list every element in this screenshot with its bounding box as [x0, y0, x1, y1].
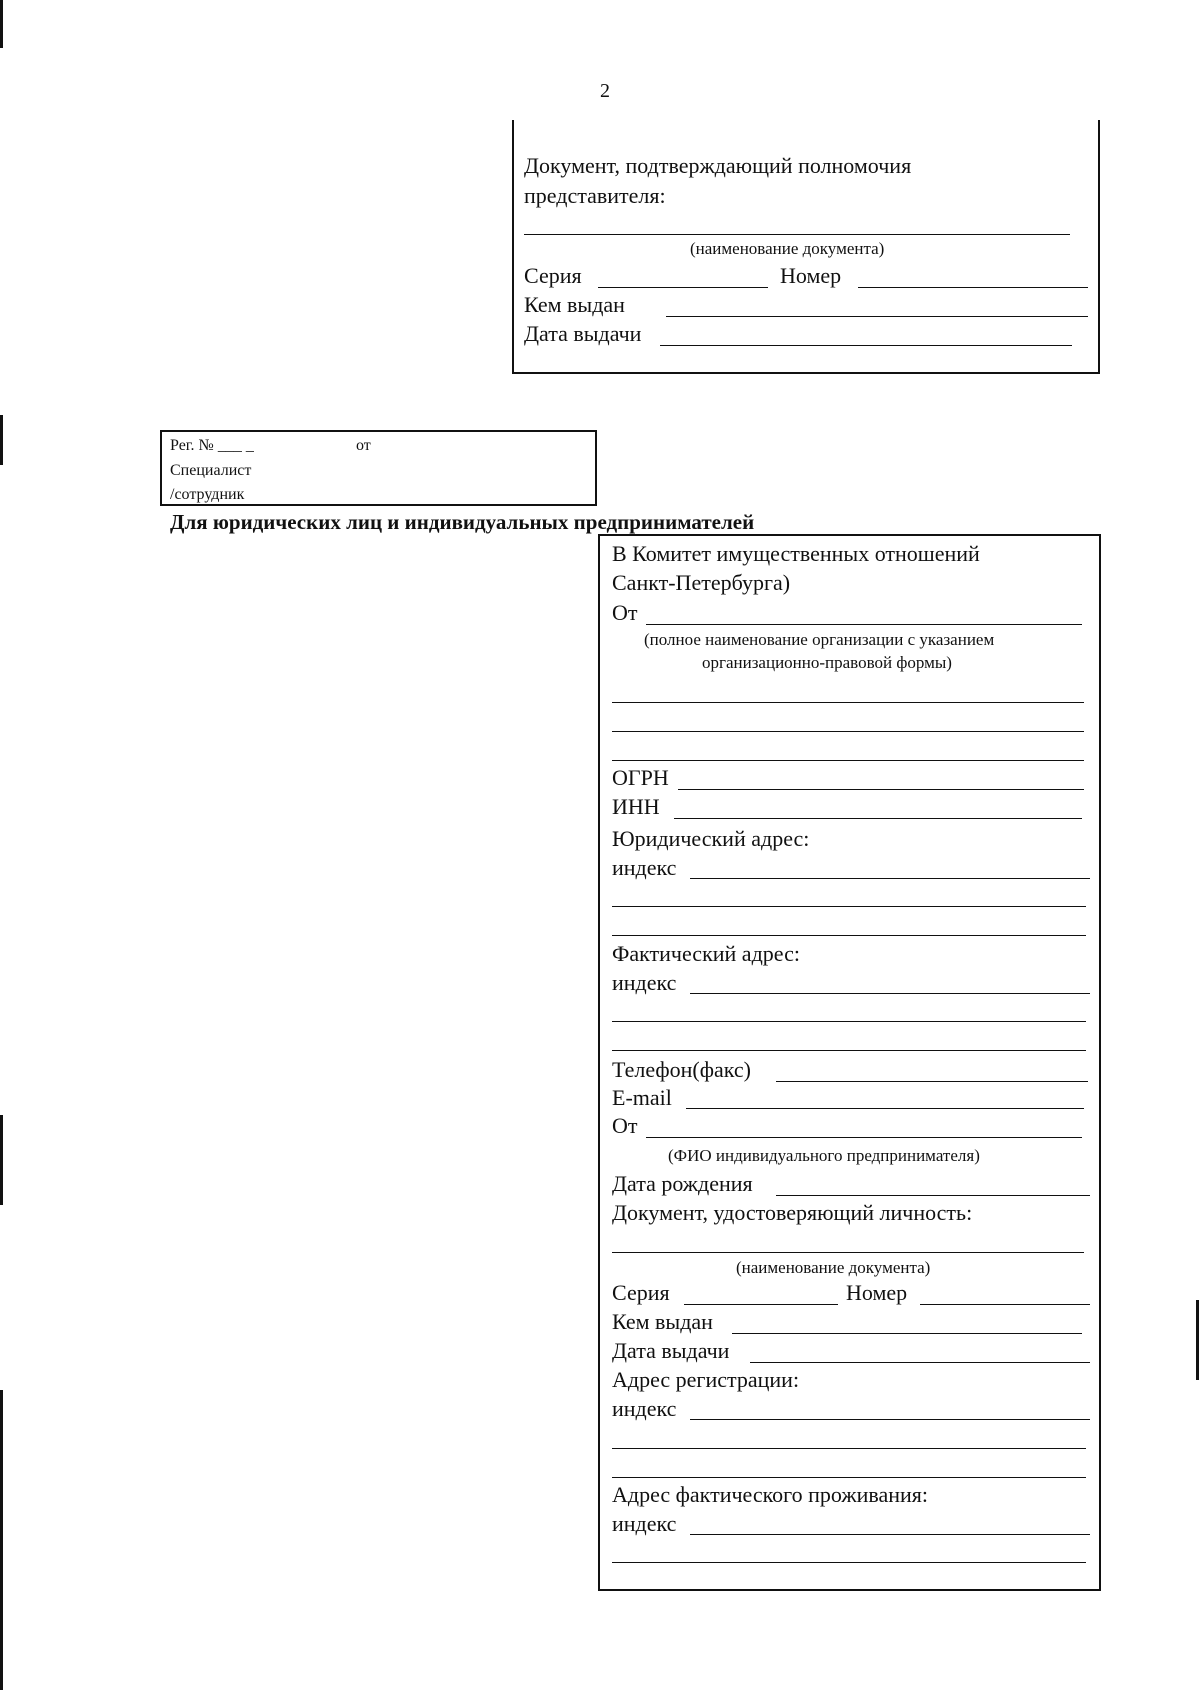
- email-field[interactable]: [686, 1108, 1084, 1109]
- phone-field[interactable]: [776, 1081, 1088, 1082]
- actual-address-field-1[interactable]: [612, 1021, 1086, 1022]
- identity-number-field[interactable]: [920, 1304, 1090, 1305]
- inn-label: ИНН: [612, 794, 660, 819]
- entrepreneur-caption: (ФИО индивидуального предпринимателя): [668, 1146, 980, 1165]
- identity-series-field[interactable]: [684, 1304, 838, 1305]
- page-number: 2: [600, 80, 610, 102]
- residence-address-field-1[interactable]: [612, 1562, 1086, 1563]
- registration-index-label: индекс: [612, 1396, 677, 1421]
- org-name-field-4[interactable]: [612, 760, 1084, 761]
- representative-heading-line2: представителя:: [524, 183, 666, 208]
- number-field[interactable]: [858, 287, 1088, 288]
- birth-date-field[interactable]: [776, 1195, 1090, 1196]
- identity-doc-label: Документ, удостоверяющий личность:: [612, 1200, 973, 1225]
- registration-address-field-1[interactable]: [612, 1448, 1086, 1449]
- registration-address-field-2[interactable]: [612, 1477, 1086, 1478]
- ogrn-label: ОГРН: [612, 765, 669, 790]
- legal-address-field-2[interactable]: [612, 935, 1086, 936]
- recipient-line1: В Комитет имущественных отношений: [612, 541, 980, 566]
- actual-address-field-2[interactable]: [612, 1050, 1086, 1051]
- legal-address-field-1[interactable]: [612, 906, 1086, 907]
- birth-date-label: Дата рождения: [612, 1171, 753, 1196]
- employee-label: /сотрудник: [170, 486, 245, 503]
- section-heading: Для юридических лиц и индивидуальных предпринимателей: [170, 510, 755, 534]
- scan-edge-mark: [1196, 1300, 1199, 1380]
- scan-edge-mark: [0, 0, 3, 48]
- recipient-line2: Санкт-Петербурга): [612, 570, 791, 595]
- actual-index-label: индекс: [612, 970, 677, 995]
- identity-doc-name-field[interactable]: [612, 1252, 1084, 1253]
- identity-issue-date-label: Дата выдачи: [612, 1338, 730, 1363]
- residence-address-label: Адрес фактического проживания:: [612, 1482, 928, 1507]
- series-label: Серия: [524, 263, 582, 288]
- doc-name-field[interactable]: [524, 234, 1070, 235]
- entrepreneur-name-field[interactable]: [646, 1137, 1082, 1138]
- reg-number-label: Рег. № ___ _: [170, 437, 254, 454]
- scan-edge-mark: [0, 1390, 3, 1690]
- phone-label: Телефон(факс): [612, 1057, 751, 1082]
- legal-index-field[interactable]: [690, 878, 1090, 879]
- org-caption-line1: (полное наименование организации с указанием: [644, 630, 995, 649]
- scan-edge-mark: [0, 1115, 3, 1205]
- org-name-field-3[interactable]: [612, 731, 1084, 732]
- registration-index-field[interactable]: [690, 1419, 1090, 1420]
- ogrn-field[interactable]: [678, 789, 1084, 790]
- residence-index-label: индекс: [612, 1511, 677, 1536]
- registration-address-label: Адрес регистрации:: [612, 1367, 800, 1392]
- scan-edge-mark: [0, 415, 3, 465]
- from-label-2: От: [612, 1113, 638, 1138]
- org-caption-line2: организационно-правовой формы): [702, 653, 952, 672]
- identity-number-label: Номер: [846, 1280, 908, 1305]
- identity-issue-date-field[interactable]: [750, 1362, 1090, 1363]
- identity-issued-by-field[interactable]: [732, 1333, 1082, 1334]
- legal-index-label: индекс: [612, 855, 677, 880]
- org-name-field-2[interactable]: [612, 702, 1084, 703]
- email-label: E-mail: [612, 1085, 672, 1110]
- issued-by-field[interactable]: [666, 316, 1088, 317]
- inn-field[interactable]: [674, 818, 1082, 819]
- reg-from-label: от: [356, 437, 371, 454]
- actual-index-field[interactable]: [690, 993, 1090, 994]
- identity-doc-caption: (наименование документа): [736, 1258, 931, 1277]
- issue-date-label: Дата выдачи: [524, 321, 642, 346]
- issued-by-label: Кем выдан: [524, 292, 625, 317]
- actual-address-label: Фактический адрес:: [612, 941, 800, 966]
- residence-index-field[interactable]: [690, 1534, 1090, 1535]
- identity-issued-by-label: Кем выдан: [612, 1309, 713, 1334]
- number-label: Номер: [780, 263, 842, 288]
- from-label: От: [612, 600, 638, 625]
- org-name-field[interactable]: [646, 624, 1082, 625]
- specialist-label: Специалист: [170, 462, 252, 479]
- series-field[interactable]: [598, 287, 768, 288]
- issue-date-field[interactable]: [660, 345, 1072, 346]
- identity-series-label: Серия: [612, 1280, 670, 1305]
- representative-heading-line1: Документ, подтверждающий полномочия: [524, 153, 912, 178]
- legal-address-label: Юридический адрес:: [612, 826, 810, 851]
- doc-name-caption: (наименование документа): [690, 239, 885, 258]
